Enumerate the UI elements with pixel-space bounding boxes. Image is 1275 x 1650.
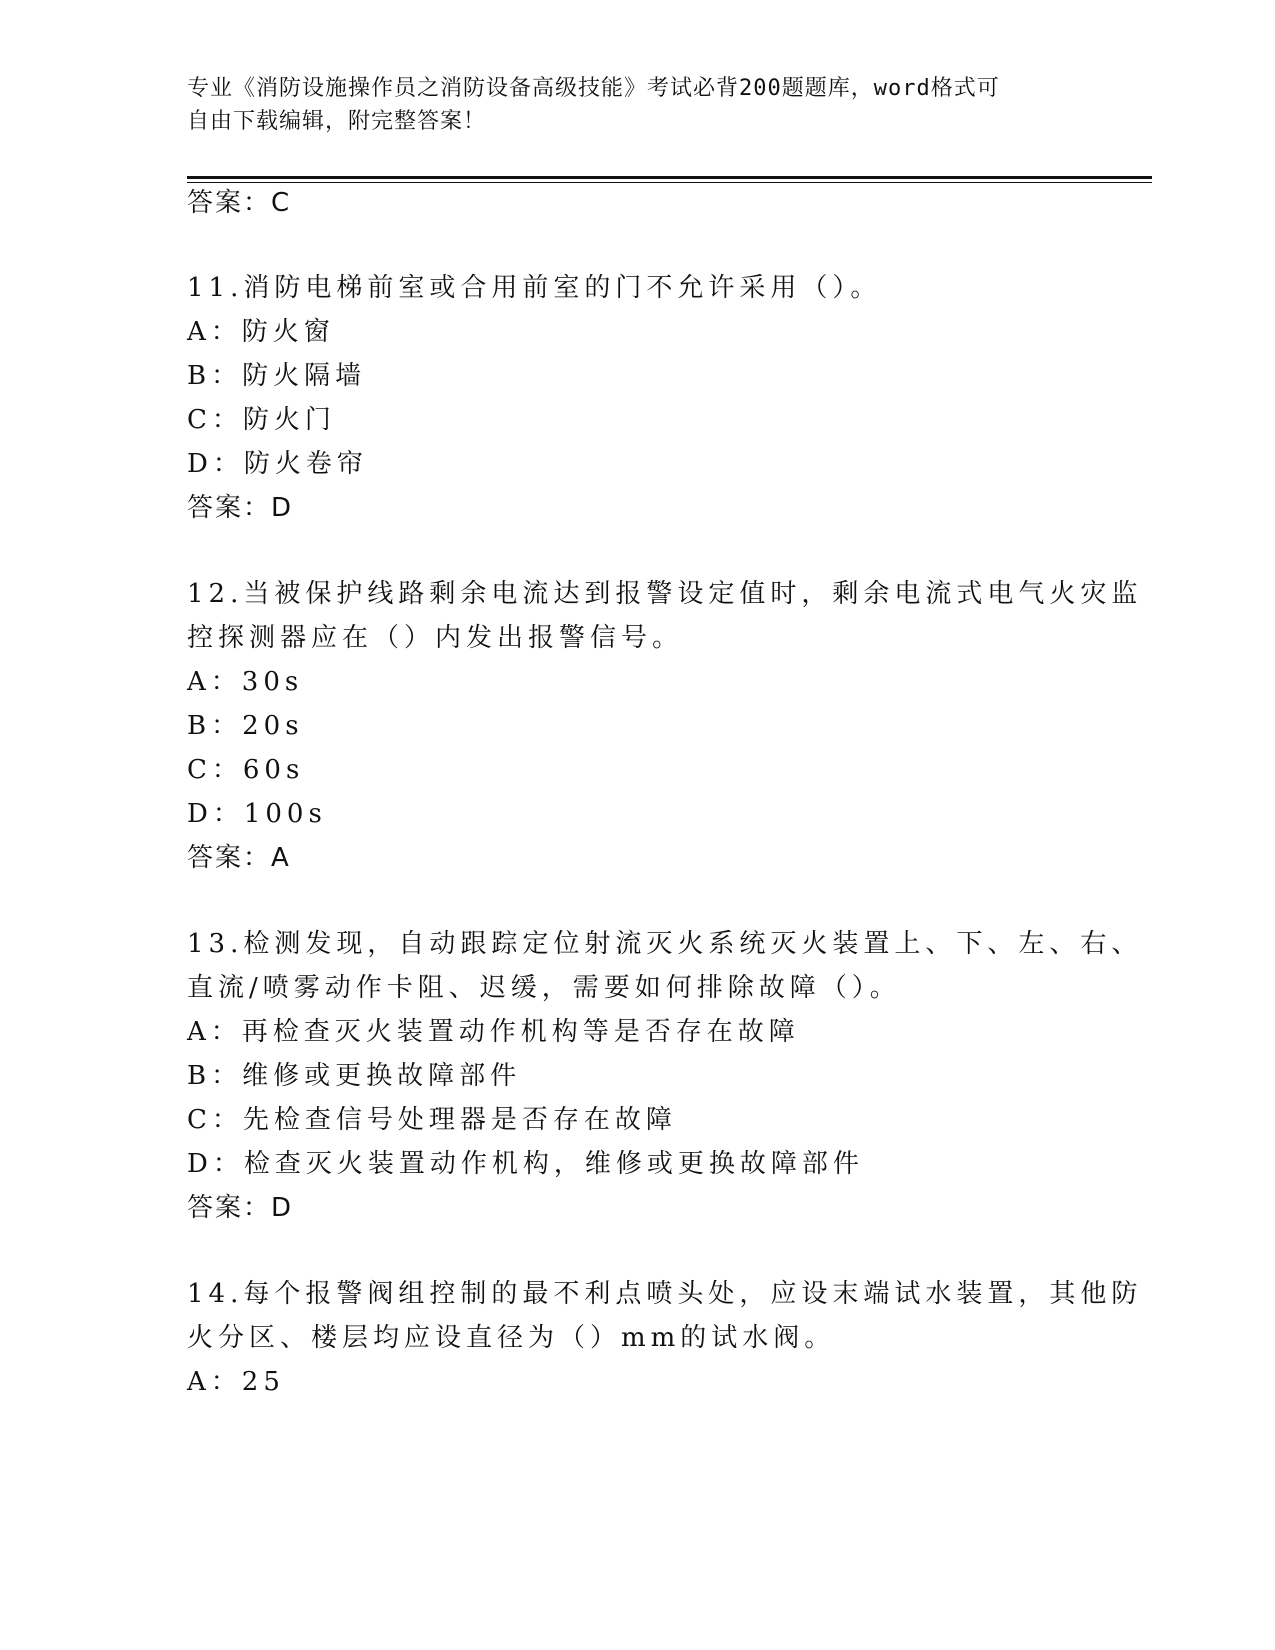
question-12-stem-line-2: 控探测器应在（）内发出报警信号。 <box>187 623 684 653</box>
question-11-option-d: D：防火卷帘 <box>187 449 368 479</box>
header-divider-thick <box>187 176 1152 179</box>
header-line-2: 自由下载编辑，附完整答案！ <box>187 109 487 134</box>
header-line-1: 专业《消防设施操作员之消防设备高级技能》考试必背200题题库，word格式可 <box>187 76 1000 101</box>
question-13-option-b: B：维修或更换故障部件 <box>187 1061 522 1091</box>
question-11-option-c: C：防火门 <box>187 405 336 435</box>
question-12-option-b: B：20s <box>187 711 304 741</box>
question-12-option-d: D：100s <box>187 799 327 829</box>
page-header <box>187 72 1067 138</box>
question-11-stem: 11.消防电梯前室或合用前室的门不允许采用（）。 <box>187 273 882 303</box>
question-13-stem-line-1: 13.检测发现，自动跟踪定位射流灭火系统灭火装置上、下、左、右、 <box>187 929 1143 959</box>
question-13-answer: 答案：D <box>187 1193 294 1223</box>
question-13-option-a: A：再检查灭火装置动作机构等是否存在故障 <box>187 1017 800 1047</box>
question-12-option-c: C：60s <box>187 755 305 785</box>
question-12-option-a: A：30s <box>187 667 304 697</box>
question-11-option-b: B：防火隔墙 <box>187 361 367 391</box>
question-13-stem-line-2: 直流/喷雾动作卡阻、迟缓，需要如何排除故障（）。 <box>187 973 901 1003</box>
question-13-option-c: C：先检查信号处理器是否存在故障 <box>187 1105 677 1135</box>
question-11-answer: 答案：D <box>187 493 294 523</box>
question-14-option-a: A：25 <box>187 1367 285 1397</box>
answer-line: 答案：C <box>187 188 292 218</box>
question-11-option-a: A：防火窗 <box>187 317 335 347</box>
question-13-option-d: D：检查灭火装置动作机构，维修或更换故障部件 <box>187 1149 864 1179</box>
question-14-stem-line-1: 14.每个报警阀组控制的最不利点喷头处，应设末端试水装置，其他防 <box>187 1279 1143 1309</box>
question-12-answer: 答案：A <box>187 843 291 873</box>
header-divider-thin <box>187 182 1152 183</box>
question-12-stem-line-1: 12.当被保护线路剩余电流达到报警设定值时，剩余电流式电气火灾监 <box>187 579 1143 609</box>
question-14-stem-line-2: 火分区、楼层均应设直径为（）mm的试水阀。 <box>187 1323 836 1353</box>
